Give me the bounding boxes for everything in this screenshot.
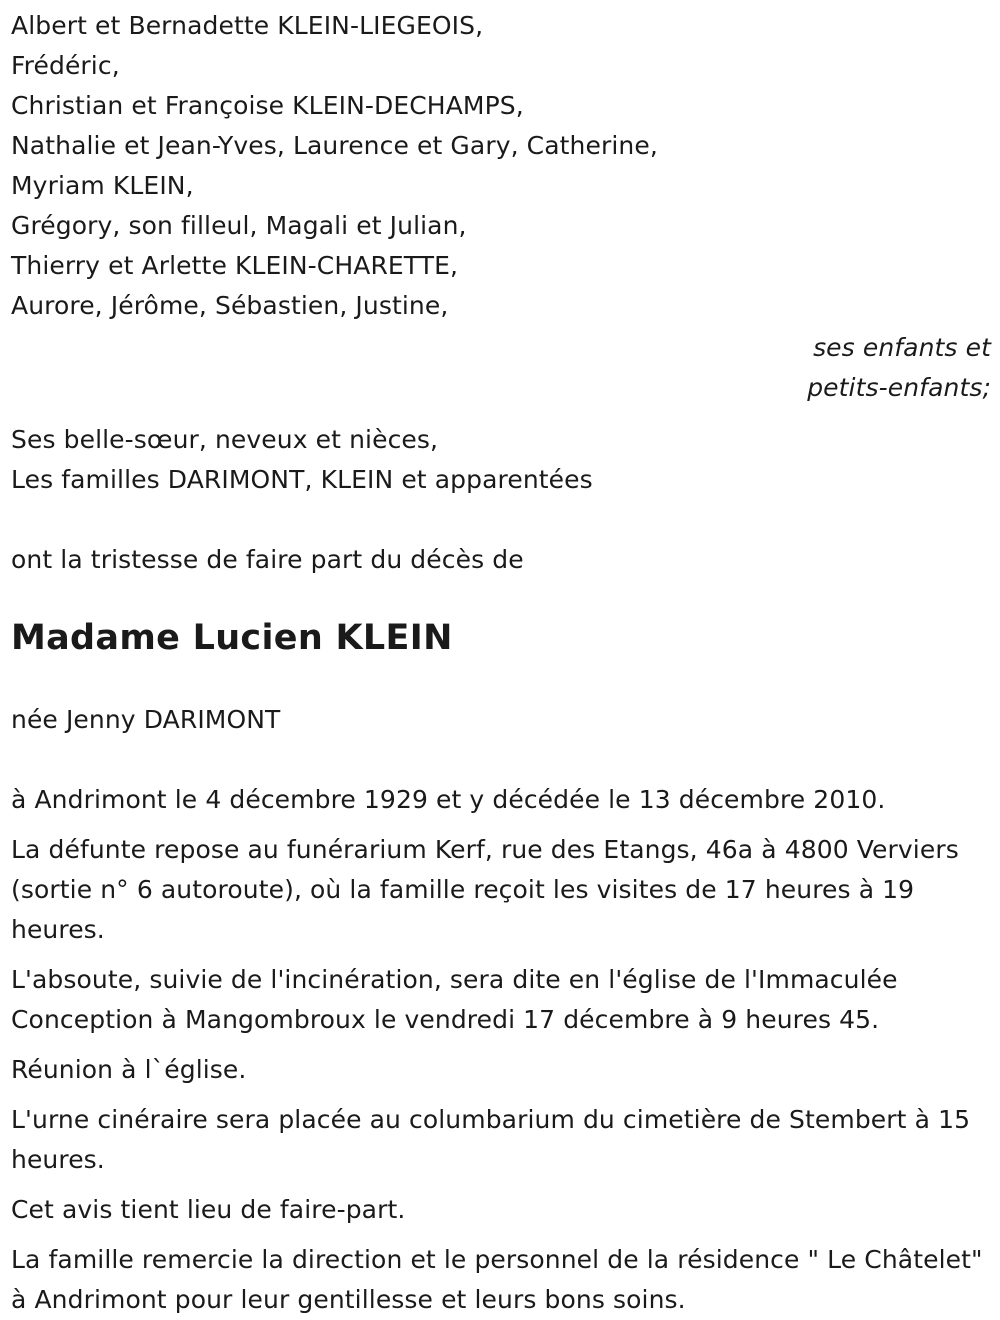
announcement-text: ont la tristesse de faire part du décès de	[11, 545, 524, 574]
paragraph-birth-death: à Andrimont le 4 décembre 1929 et y décédée le 13 décembre 2010.	[11, 785, 886, 814]
relatives-line: Ses belle-sœur, neveux et nièces,	[11, 425, 439, 454]
relation-line: petits-enfants;	[807, 373, 991, 402]
paragraph-notice: Cet avis tient lieu de faire-part.	[11, 1195, 406, 1224]
family-list	[11, 0, 991, 326]
paragraph-urn: L'urne cinéraire sera placée au columbarium du cimetière de Stembert à 15 heures.	[11, 1105, 971, 1174]
family-line: Thierry et Arlette KLEIN-CHARETTE,	[11, 251, 459, 280]
paragraph-thanks: La famille remercie la direction et le personnel de la résidence " Le Châtelet" à Andrimont pour leur gentillesse et leurs bons soins.	[11, 1245, 983, 1314]
paragraph-meeting: Réunion à l`église.	[11, 1055, 247, 1084]
relatives-line: Les familles DARIMONT, KLEIN et apparentées	[11, 465, 593, 494]
paragraph-funerarium: La défunte repose au funérarium Kerf, rue des Etangs, 46a à 4800 Verviers (sortie n° 6 autoroute), où la famille reçoit les visites de 17 heures à 19 heures.	[11, 835, 959, 944]
relation-note	[11, 328, 991, 408]
family-line: Aurore, Jérôme, Sébastien, Justine,	[11, 291, 449, 320]
born-name: née Jenny DARIMONT	[11, 705, 281, 734]
family-line: Albert et Bernadette KLEIN-LIEGEOIS,	[11, 11, 484, 40]
family-line: Frédéric,	[11, 51, 120, 80]
family-line: Christian et Françoise KLEIN-DECHAMPS,	[11, 91, 524, 120]
obituary-notice	[11, 0, 991, 1320]
paragraph-ceremony: L'absoute, suivie de l'incinération, sera dite en l'église de l'Immaculée Conception à Mangombroux le vendredi 17 décembre à 9 heures 45.	[11, 965, 898, 1034]
family-line: Myriam KLEIN,	[11, 171, 194, 200]
relation-line: ses enfants et	[813, 333, 991, 362]
deceased-name: Madame Lucien KLEIN	[11, 618, 453, 658]
family-line: Nathalie et Jean-Yves, Laurence et Gary, Catherine,	[11, 131, 658, 160]
other-relatives	[11, 420, 991, 500]
family-line: Grégory, son filleul, Magali et Julian,	[11, 211, 467, 240]
